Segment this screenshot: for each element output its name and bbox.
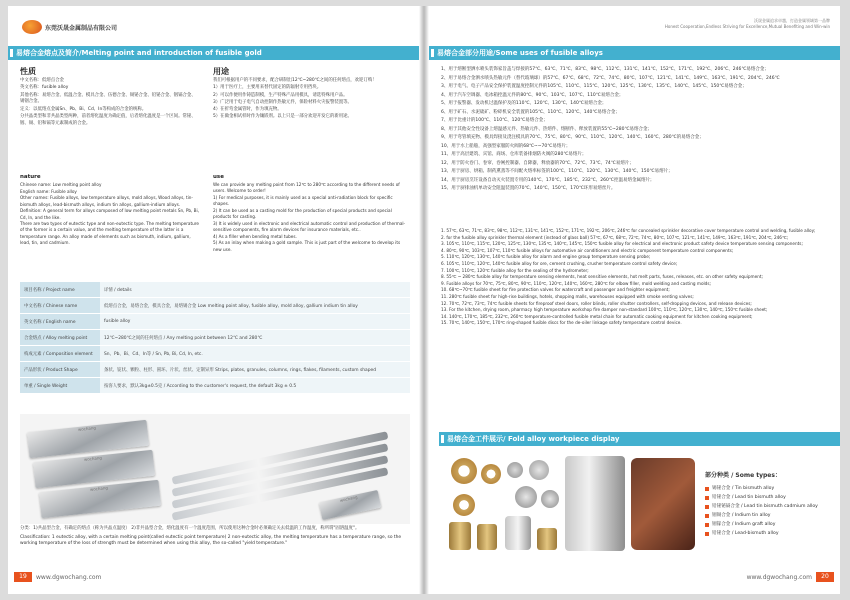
nature-en-text — [20, 182, 202, 247]
type-label: 铟镓合金 / Indium graft alloy — [712, 522, 776, 527]
nature-cn-line: 英文名称：fusible alloy — [20, 85, 69, 91]
tagline — [640, 18, 830, 29]
page-number-right: 20 — [816, 572, 834, 582]
table-key: 合金熔点 / Alloy melting point — [20, 330, 100, 346]
logo-mark-icon — [22, 20, 42, 34]
washer-image — [481, 464, 501, 484]
tagline-en: Honest Cooperation,Endless Striving for Excellence,Mutual Benefiting and Win-win — [664, 23, 830, 29]
square-bullet-icon — [705, 532, 709, 536]
type-label: 铅铋合金 / Lead tin bismuth alloy — [712, 495, 786, 500]
type-item — [705, 502, 825, 511]
type-label: 铟锡合金 / Indium tin alloy — [712, 513, 771, 518]
use-item-cn: 14、用于厨房烹饪设备自动灭火装置专用的140℃、170℃、185℃、232℃、260℃控温易熔金属熔片； — [441, 177, 655, 183]
classification-caption — [20, 526, 410, 548]
fitting-image — [449, 522, 471, 550]
use-item-cn: 9、用于弯管填充物、模具焊接及浇注模具的70℃、75℃、80℃、90℃、110℃、120℃、140℃、160℃、280℃的易熔合金； — [441, 135, 704, 140]
nature-en-line: English name: Fusible alloy — [20, 188, 77, 194]
nature-cn-line: 中文名称：低熔点合金 — [20, 78, 64, 83]
disc-image — [507, 462, 523, 478]
company-name: 东莞沃晟金属制品有限公司 — [45, 24, 118, 32]
use-item-cn: 7、用于比重计的100℃、110℃、120℃易熔合金； — [441, 118, 548, 123]
use-item-en: 3. 105℃, 110℃, 115℃, 120℃, 125℃, 130℃, 135℃, 140℃, 145℃, 150℃ fusible alloy for electrical and electronic product safety device temperature sensing components; — [441, 241, 803, 247]
table-value: 条状、锭状、颗粒、柱形、圆环、片状、丝状、定制异形 Strips, plates, granules, columns, rings, flakes, filaments, custom shaped — [100, 362, 410, 378]
nature-en-line: Definition: A general term for alloys composed of low melting point metals Sn, Pb, Bi, Cd, In, and the like. — [20, 208, 200, 220]
use-en-line: 2) It can be used as a casting mold for the production of special products and special products for casting. — [213, 207, 392, 220]
table-key: 单重 / Single Weight — [20, 378, 100, 394]
nature-cn-line: 分共晶类型和非共晶类型两种，前者熔化温度为确定值，后者熔化温度是一个区间。常铋、铟、锡、铅和镉等元素制成的合金。 — [20, 113, 196, 126]
type-item — [705, 520, 825, 529]
nature-en-line: Chinese name: Low melting point alloy — [20, 182, 102, 187]
square-bullet-icon — [705, 514, 709, 518]
use-en-text — [213, 182, 408, 253]
use-item-en: 10. 68℃~70℃ fusible sheet for fire protection valves for watercraft and passenger and freighter equipment; — [441, 287, 670, 293]
use-item-en: 11. 280℃ fusible sheet for high-rise buildings, hotels, shopping malls, warehouses equipped with smoke venting valves; — [441, 293, 694, 299]
tagline-cn: 沃晟金属追求卓越，打造金属领域第一品牌 — [754, 18, 830, 23]
square-bullet-icon — [705, 505, 709, 509]
nature-cn-text — [20, 78, 200, 128]
use-item-cn: 11、用于高层建筑、宾馆、商场、仓库装备排烟防火阀的280℃易熔片； — [441, 152, 587, 157]
caption-cn: 分类：1)共晶型合金，有确定的熔点（称为共晶点温度） 2)非共晶型合金，熔化温度有一个温度范围，所以使用这种合金时必须确定关去低温的工作温度，称所谓"固溶温度"。 — [20, 526, 360, 531]
use-item-en: 15. 70℃, 140℃, 150℃, 170℃ ring-shaped fusible discs for the de-oiler linkage safety temperature control device. — [441, 320, 682, 326]
nature-cn-line: 其他名称：易熔合金、低温合金、模具合金、伍德合金、锡铋合金、铅铋合金、铟镉合金、锡铟合金。 — [20, 92, 196, 105]
ingot-label: wochang — [83, 455, 103, 462]
use-item-en: 9. Fusible alloys for 70℃, 75℃, 80℃, 90℃, 110℃, 120℃, 140℃, 160℃, 280℃ for elbow filler, mold welding and casting molds; — [441, 280, 711, 286]
use-item-cn: 4、用于汽车空调器、电冰箱控温元件的80℃、90℃、103℃、107℃、110℃易熔合金； — [441, 92, 624, 98]
table-row — [20, 346, 410, 362]
use-item-en: 6. 105℃, 110℃, 120℃, 140℃ fusible alloy for ore, cement crushing, crusher temperature control safety device; — [441, 260, 678, 266]
table-row — [20, 282, 410, 298]
use-item-cn: 3、用于电气、电子产品安全保护装置温度控制元件的105℃、110℃、115℃、120℃、125℃、130℃、135℃、140℃、145℃、150℃易熔合金； — [441, 84, 747, 89]
nature-en-heading: nature — [20, 174, 41, 180]
table-key: 项目名称 / Project name — [20, 282, 100, 298]
use-item-cn: 15、用于厨排油机单动安全阻温装置的70℃、140℃、150℃、170℃环形易熔丝片。 — [441, 186, 616, 191]
company-logo — [22, 20, 117, 34]
table-value: 低熔点合金，易熔合金，模具合金，易熔锡合金 Low melting point alloy, fusible alloy, mold alloy, gallium indium tin alloy — [100, 298, 410, 314]
use-item-cn: 5、用于报警器、发动机过温保护及的110℃、120℃、130℃、140℃易熔合金； — [441, 101, 607, 106]
table-value: Sn、Pb、Bi、Cd、In等 / Sn, Pb, Bi, Cd, In, etc. — [100, 346, 410, 362]
page-number-left: 19 — [14, 572, 32, 582]
use-item-cn: 13、用于厨房、烘箱、制药熏蒸等不间配火熔率标签的100℃、110℃、120℃、130℃、140℃、150℃易熔片； — [441, 169, 673, 174]
use-item-en: 5. 110℃, 120℃, 130℃, 140℃ fusible alloy for alarm and engine group temperature sensing probe; — [441, 254, 651, 260]
square-bullet-icon — [705, 523, 709, 527]
right-page — [429, 6, 840, 594]
use-item-cn: 12、用于防火卷门、卷帘、卷闸控制器、自降器，释放器的70℃、72℃、73℃、74℃易熔片； — [441, 160, 634, 166]
use-item-en: 7. 100℃, 110℃, 120℃ fusible alloy for the sealing of the hydrometer; — [441, 267, 589, 273]
section-band-workpiece: 易熔合金工件展示/ Fold alloy workpiece display — [439, 432, 840, 446]
fitting-image — [477, 524, 497, 550]
table-row — [20, 378, 410, 394]
types-heading: 部分种类 / Some types： — [705, 472, 781, 479]
types-list — [705, 470, 825, 538]
table-row — [20, 298, 410, 314]
type-label: 锡铋合金 / Tin bismuth alloy — [712, 486, 775, 491]
use-item-en: 1. 57℃, 63℃, 71℃, 83℃, 98℃, 112℃, 131℃, 141℃, 152℃, 171℃, 192℃, 206℃, 246℃ for concealed sprinkler decorative cover temperature control and welding, fusible alloy; — [441, 228, 816, 233]
use-item-cn: 1、用于熔断型洒水喷头装饰家旨盖与焊接的57℃、63℃、71℃、83℃、98℃、112℃、131℃、141℃、152℃、171℃、192℃、206℃、246℃易熔合金； — [441, 67, 769, 72]
left-page — [8, 6, 419, 594]
use-item-cn: 6、用于矿石、水泥硫矿、粉碎机安全装置的105℃、110℃、120℃、140℃易熔合金； — [441, 109, 620, 115]
type-label: 铅铋铋镉合金 / Lead tin bismuth cadmium alloy — [712, 504, 818, 509]
use-cn-line: 1）用于医疗上，主要用来替代固定的防辐射专用挡块。 — [213, 85, 322, 91]
nature-cn-heading: 性质 — [20, 67, 36, 76]
use-item-en: 12. 70℃, 72℃, 73℃, 74℃ fusible sheets for fireproof steel doors, roller blinds, roller shutter controllers, self-dropping devices, and release devices; — [441, 300, 752, 306]
use-en-line: 3) It is widely used in electronic and electrical automatic control and production of thermal-sensitive components, fire alarm devices for insurance materials, etc.. — [213, 220, 406, 232]
nature-en-line: Other names: Fusible alloys, low temperature alloys, mold alloys, Wood alloys, tin-bismuth alloys, lead-bismuth alloys, indium tin alloys, gallium-indium alloys. — [20, 195, 193, 207]
use-item-cn: 2、用于易熔合金洒水喷头热敏元件（替代玻璃球）的57℃、67℃、68℃、72℃、74℃、80℃、107℃、121℃、141℃、149℃、163℃、191℃、204℃、246℃ — [441, 75, 780, 81]
type-label: 铅铋合金 / Lead-bismuth alloy — [712, 531, 779, 536]
section-band-uses: 易熔合金部分用途/Some uses of fusible alloys — [429, 46, 840, 60]
use-cn-heading: 用途 — [213, 67, 229, 76]
nature-en-line: There are two types of eutectic type and non-eutectic type. The melting temperature of the former is a certain value, and the melting temperature of the latter is a temperature range. An alloy made of elements such as bismuth, indium, gallium, lead, tin, and cadmium. — [20, 221, 200, 245]
use-item-en: 4. 80℃, 90℃, 103℃, 107℃, 110℃ fusible alloys for automotive air conditioners and electric component temperature control components; — [441, 247, 734, 253]
disc-image — [541, 490, 559, 508]
disc-image — [529, 460, 549, 480]
square-bullet-icon — [705, 487, 709, 491]
table-key: 产品形状 / Product Shape — [20, 362, 100, 378]
table-value: 按客人要求，默认3kg±0.5克 / According to the customer's request, the default 3kg ± 0.5 — [100, 378, 410, 394]
fitting-image — [505, 516, 531, 550]
use-item-en: 14. 140℃, 170℃, 185℃, 232℃, 260℃ temperature-controlled fusible metal chain for automatic cooking equipment for kitchen cooking equipment; — [441, 313, 753, 319]
type-item — [705, 493, 825, 502]
use-cn-line: 3）广泛用于电子电气自动控制作热敏元件，保险材料火灾报警装置等。 — [213, 99, 352, 105]
fusible-link-image — [631, 458, 695, 550]
table-row — [20, 330, 410, 346]
ingot-label: wochang — [339, 494, 358, 503]
use-en-line: We can provide any melting point from 12℃ to 280℃ according to the different needs of users. Welcome to order! — [213, 182, 400, 194]
table-row — [20, 314, 410, 330]
workpiece-photos — [441, 450, 831, 560]
use-cn-line: 2）可以作便用作铸造制模，生产特殊产品用模具，请选特殊用户品。 — [213, 92, 348, 98]
ingot-image — [319, 490, 381, 520]
use-en-line: 1) For medical purposes, it is mainly used as a special anti-radiation block for specific shapes. — [213, 194, 393, 207]
caption-en: Classification: 1 eutectic alloy, with a certain melting point(called eutectic point temperature) 2 non-eutectic alloy, the melting temperature has a temperature range, so the working temperature of the loss of strength must be determined when using this alloy, the so-called "yield temperature." — [20, 534, 402, 546]
table-value: fusible alloy — [100, 314, 410, 330]
spec-table — [20, 282, 410, 394]
uses-en-list — [441, 228, 831, 327]
type-item — [705, 511, 825, 520]
nozzle-image — [565, 456, 625, 551]
fitting-image — [537, 528, 557, 550]
use-item-en: 8. 55℃ ~ 280℃ fusible alloy for temperature sensing elements, heat sensitive elements, hot melt parts, fuses, releases, etc. on other safety equipment; — [441, 274, 763, 280]
footer-url-right[interactable]: www.dgwochang.com — [746, 574, 812, 581]
use-en-line: 4) As a filler when bending metal tubes. — [213, 233, 297, 239]
nature-cn-line: 定义：以低熔点金属Sn、Pb、Bi、Cd、In等构成的合金的统称。 — [20, 106, 147, 112]
table-value: 12℃~280℃之间的任何熔点 / Any melting point between 12℃ and 280℃ — [100, 330, 410, 346]
ingot-photos — [20, 414, 410, 524]
use-cn-line: 5）在做金相试样时作为镶嵌剂。以上只是一部分欢迎开发它的新用途。 — [213, 114, 352, 120]
ingot-label: wochang — [89, 485, 109, 492]
use-cn-line: 4）在折弯金属管时，作为填充物。 — [213, 107, 282, 113]
table-row — [20, 362, 410, 378]
ingot-label: wochang — [77, 425, 97, 432]
washer-image — [451, 458, 477, 484]
type-item — [705, 484, 825, 493]
table-key: 中文名称 / Chinese name — [20, 298, 100, 314]
table-key: 英文名称 / English name — [20, 314, 100, 330]
type-item — [705, 529, 825, 538]
use-item-en: 2. for the fusible alloy sprinkler thermal element (instead of glass ball) 57℃, 67℃, 68℃, 72℃, 74℃, 80℃, 107℃, 121℃, 141℃, 149℃, 163℃, 191℃, 204℃, 246℃; — [441, 234, 789, 240]
footer-url-left[interactable]: www.dgwochang.com — [36, 574, 102, 581]
use-cn-line: 我们可根据用户的不同要求，配合研制出12℃~280℃之间的任何熔点，欢迎订购！ — [213, 78, 377, 83]
uses-cn-list — [441, 66, 831, 194]
table-key: 构成元素 / Composition element — [20, 346, 100, 362]
use-en-line: 5) As an inlay when making a gold sample. This is just part of the welcome to develop its new use. — [213, 240, 401, 252]
page-gutter — [419, 6, 429, 594]
square-bullet-icon — [705, 496, 709, 500]
use-item-cn: 10、用于水上船舶，高强型家服防火阀的68℃~~70℃易熔片； — [441, 143, 571, 149]
use-cn-text — [213, 78, 408, 122]
use-item-en: 13. For the kitchen, drying room, pharmacy high temperature workshop fire damper non-standard 100℃, 110℃, 120℃, 130℃, 140℃, 150℃ fusible sheet; — [441, 307, 768, 313]
use-en-heading: use — [213, 174, 224, 180]
section-band-melting: 易熔合金熔点及简介/Melting point and introduction of fusible gold — [8, 46, 419, 60]
table-value: 详情 / details — [100, 282, 410, 298]
washer-image — [453, 494, 475, 516]
use-item-cn: 8、用于其他安全性设备上熔温感元件、热敏元件、热熔件、熔断件、释放装置的55℃~280℃易熔合金； — [441, 126, 653, 132]
disc-image — [515, 486, 537, 508]
